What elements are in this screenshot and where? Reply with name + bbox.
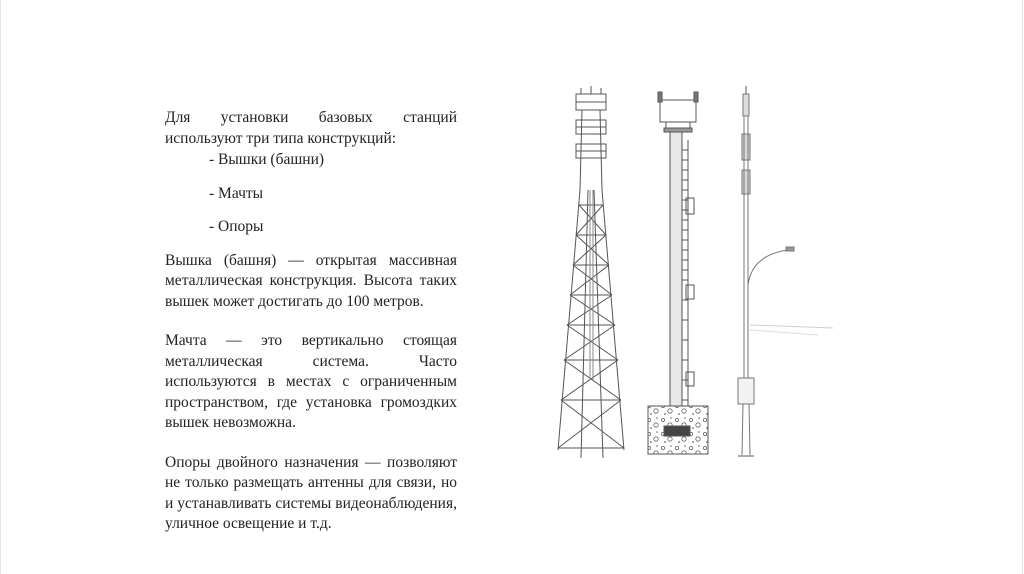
pole-icon bbox=[738, 86, 833, 456]
paragraph-mast: Мачта — это вертикально стоящая металлическая система. Часто используются в местах с ограниченным пространством, где установка громоздких вышек невозможна. bbox=[165, 332, 457, 431]
slide-border-right bbox=[1022, 0, 1023, 574]
paragraph-pole: Опоры двойного назначения — позволяют не только размещать антенны для связи, но и устанавливать системы видеонаблюдения, уличное освещение и т.д. bbox=[165, 453, 457, 532]
intro-text: Для установки базовых станций используют три типа конструкций: bbox=[165, 109, 457, 147]
type-item-masts: - Мачты bbox=[209, 184, 264, 202]
mast-icon bbox=[648, 92, 708, 454]
type-item-poles: - Опоры bbox=[209, 218, 264, 235]
text-column bbox=[165, 108, 457, 554]
type-item-towers: - Вышки (башни) bbox=[209, 151, 325, 168]
structures-illustration bbox=[548, 80, 848, 470]
paragraph-tower: Вышка (башня) — открытая массивная металлическая конструкция. Высота таких вышек может достигать до 100 метров. bbox=[165, 251, 457, 310]
lattice-tower-icon bbox=[558, 86, 624, 458]
slide-border-left bbox=[0, 0, 1, 574]
